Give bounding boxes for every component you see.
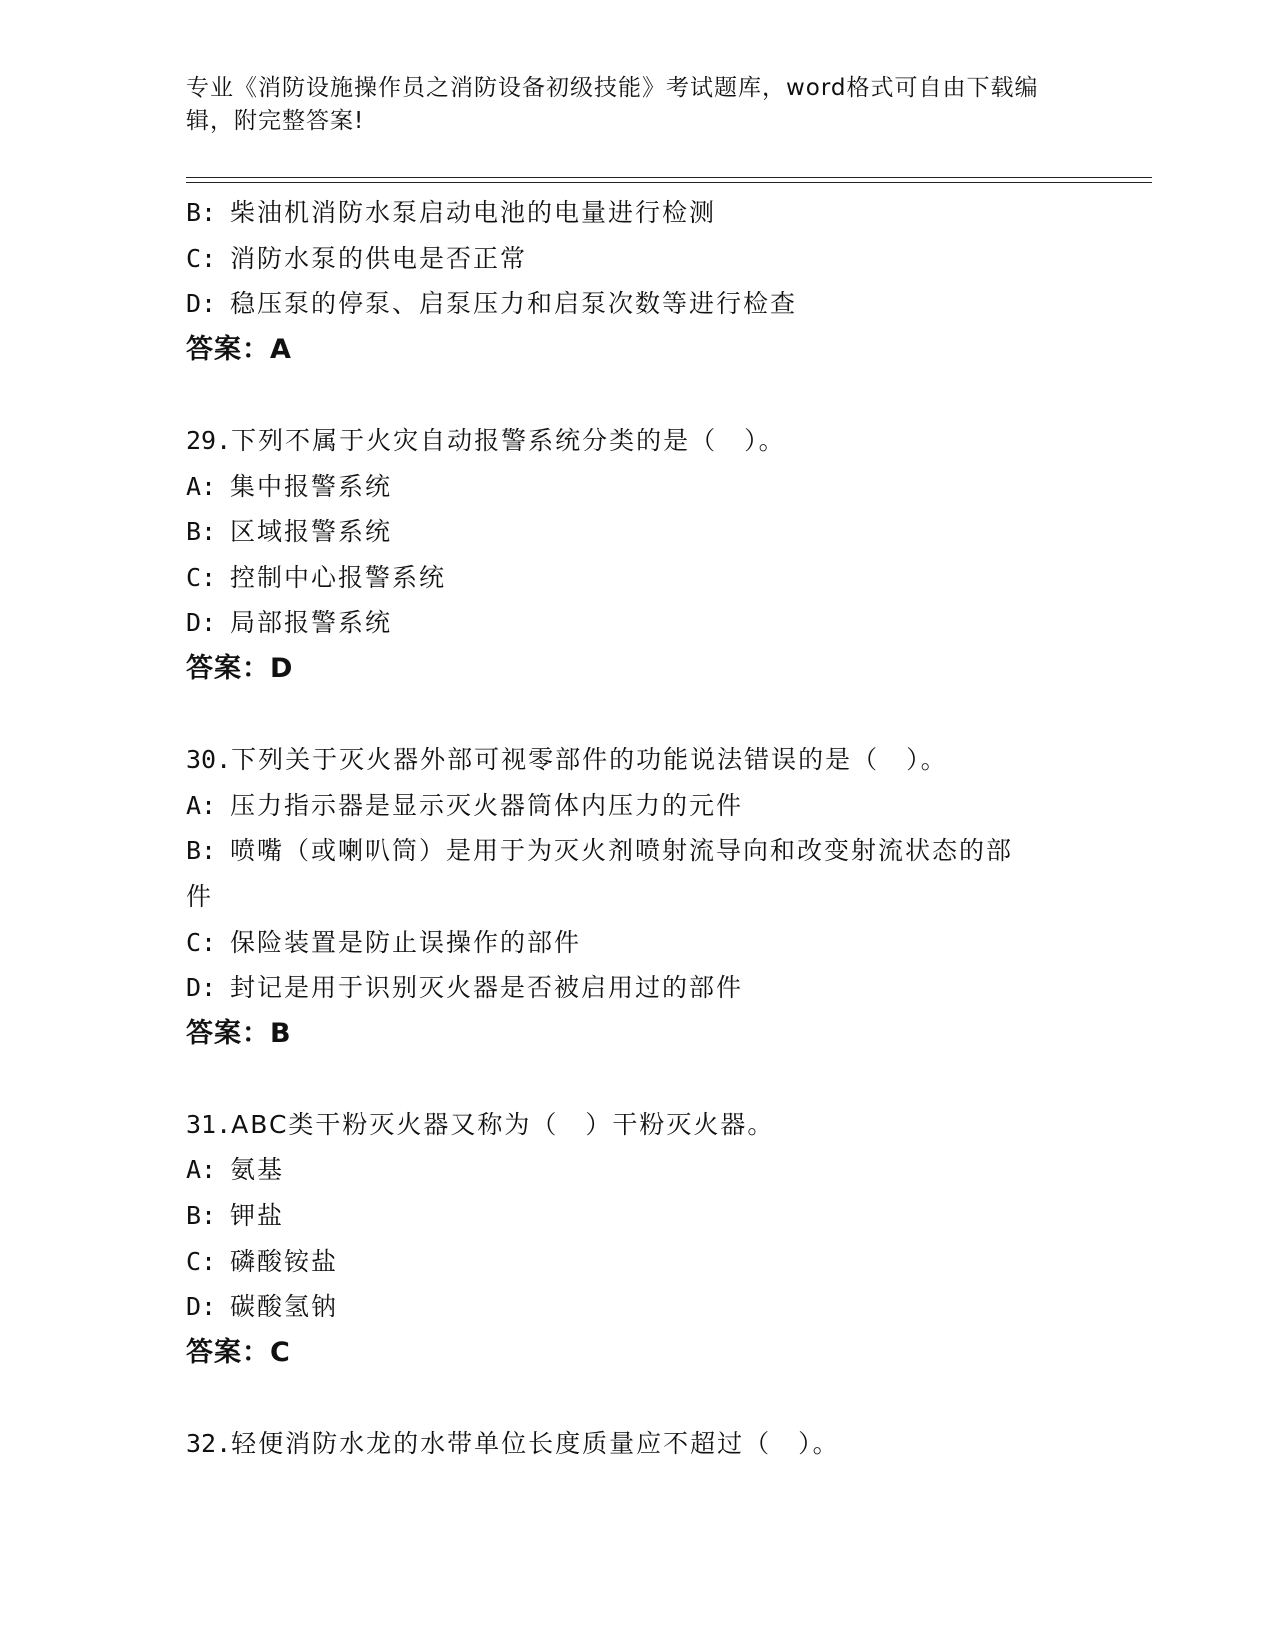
option-label: C: (186, 243, 217, 273)
answer-line: 答案：C (186, 1336, 291, 1368)
option-d (186, 965, 1086, 1011)
question-text: 下列关于灭火器外部可视零部件的功能说法错误的是（ ）。 (231, 745, 948, 775)
option-text: 消防水泵的供电是否正常 (230, 243, 528, 273)
option-label: B: (186, 1201, 217, 1231)
option-text: 碳酸氢钠 (230, 1292, 339, 1322)
option-c (186, 236, 1086, 282)
option-text: 局部报警系统 (230, 608, 393, 638)
option-label: C: (186, 1246, 217, 1276)
option-label: A: (186, 1155, 217, 1185)
option-label: A: (186, 790, 217, 820)
question-number: 31. (186, 1109, 232, 1139)
question-list (186, 190, 1086, 1467)
option-label: A: (186, 471, 217, 501)
option-label: D: (186, 973, 217, 1003)
option-d (186, 600, 1086, 646)
option-b (186, 1193, 1086, 1239)
option-b-continuation: 件 (186, 881, 214, 911)
option-text: 区域报警系统 (230, 517, 393, 547)
answer-line: 答案：A (186, 333, 292, 365)
option-label: B: (186, 836, 217, 866)
option-text: 稳压泵的停泵、启泵压力和启泵次数等进行检查 (230, 289, 798, 319)
option-d (186, 281, 1086, 327)
option-a (186, 783, 1086, 829)
option-text: 保险装置是防止误操作的部件 (230, 927, 582, 957)
question-number: 32. (186, 1429, 232, 1459)
option-label: B: (186, 198, 217, 227)
header-line-1: 专业《消防设施操作员之消防设备初级技能》考试题库，word格式可自由下载编 (186, 75, 1039, 101)
option-a (186, 1147, 1086, 1193)
question-text: 下列不属于火灾自动报警系统分类的是（ ）。 (231, 425, 786, 455)
question-number: 29. (186, 425, 232, 455)
question-number: 30. (186, 745, 232, 775)
question-stem (186, 1421, 1086, 1467)
option-text: 控制中心报警系统 (230, 562, 447, 592)
question-text: ABC类干粉灭火器又称为（ ）干粉灭火器。 (231, 1109, 775, 1139)
option-text: 柴油机消防水泵启动电池的电量进行检测 (230, 198, 717, 227)
header-divider-top (186, 177, 1152, 178)
page-header (186, 72, 1066, 138)
option-label: C: (186, 562, 217, 592)
option-label: D: (186, 1292, 217, 1322)
option-text: 集中报警系统 (230, 471, 393, 501)
question-stem (186, 737, 1086, 783)
option-label: D: (186, 608, 217, 638)
option-text: 喷嘴（或喇叭筒）是用于为灭火剂喷射流导向和改变射流状态的部 (230, 836, 1014, 866)
question-stem (186, 1102, 1086, 1148)
option-b (186, 509, 1086, 555)
answer-line: 答案：D (186, 652, 294, 684)
answer-line: 答案：B (186, 1017, 292, 1049)
header-line-2: 辑，附完整答案! (186, 108, 365, 134)
question-stem (186, 418, 1086, 464)
option-text: 氨基 (230, 1155, 285, 1185)
option-label: D: (186, 289, 217, 319)
option-label: C: (186, 927, 217, 957)
option-c (186, 555, 1086, 601)
option-c (186, 1239, 1086, 1285)
option-text: 钾盐 (230, 1201, 285, 1231)
option-text: 磷酸铵盐 (230, 1246, 339, 1276)
option-b (186, 828, 1086, 874)
option-label: B: (186, 517, 217, 547)
option-a (186, 464, 1086, 510)
option-text: 封记是用于识别灭火器是否被启用过的部件 (230, 973, 744, 1003)
question-text: 轻便消防水龙的水带单位长度质量应不超过（ ）。 (231, 1429, 840, 1459)
option-b (186, 190, 1086, 236)
option-text: 压力指示器是显示灭火器筒体内压力的元件 (230, 790, 744, 820)
option-d (186, 1284, 1086, 1330)
option-c (186, 920, 1086, 966)
header-divider-bottom (186, 182, 1152, 183)
